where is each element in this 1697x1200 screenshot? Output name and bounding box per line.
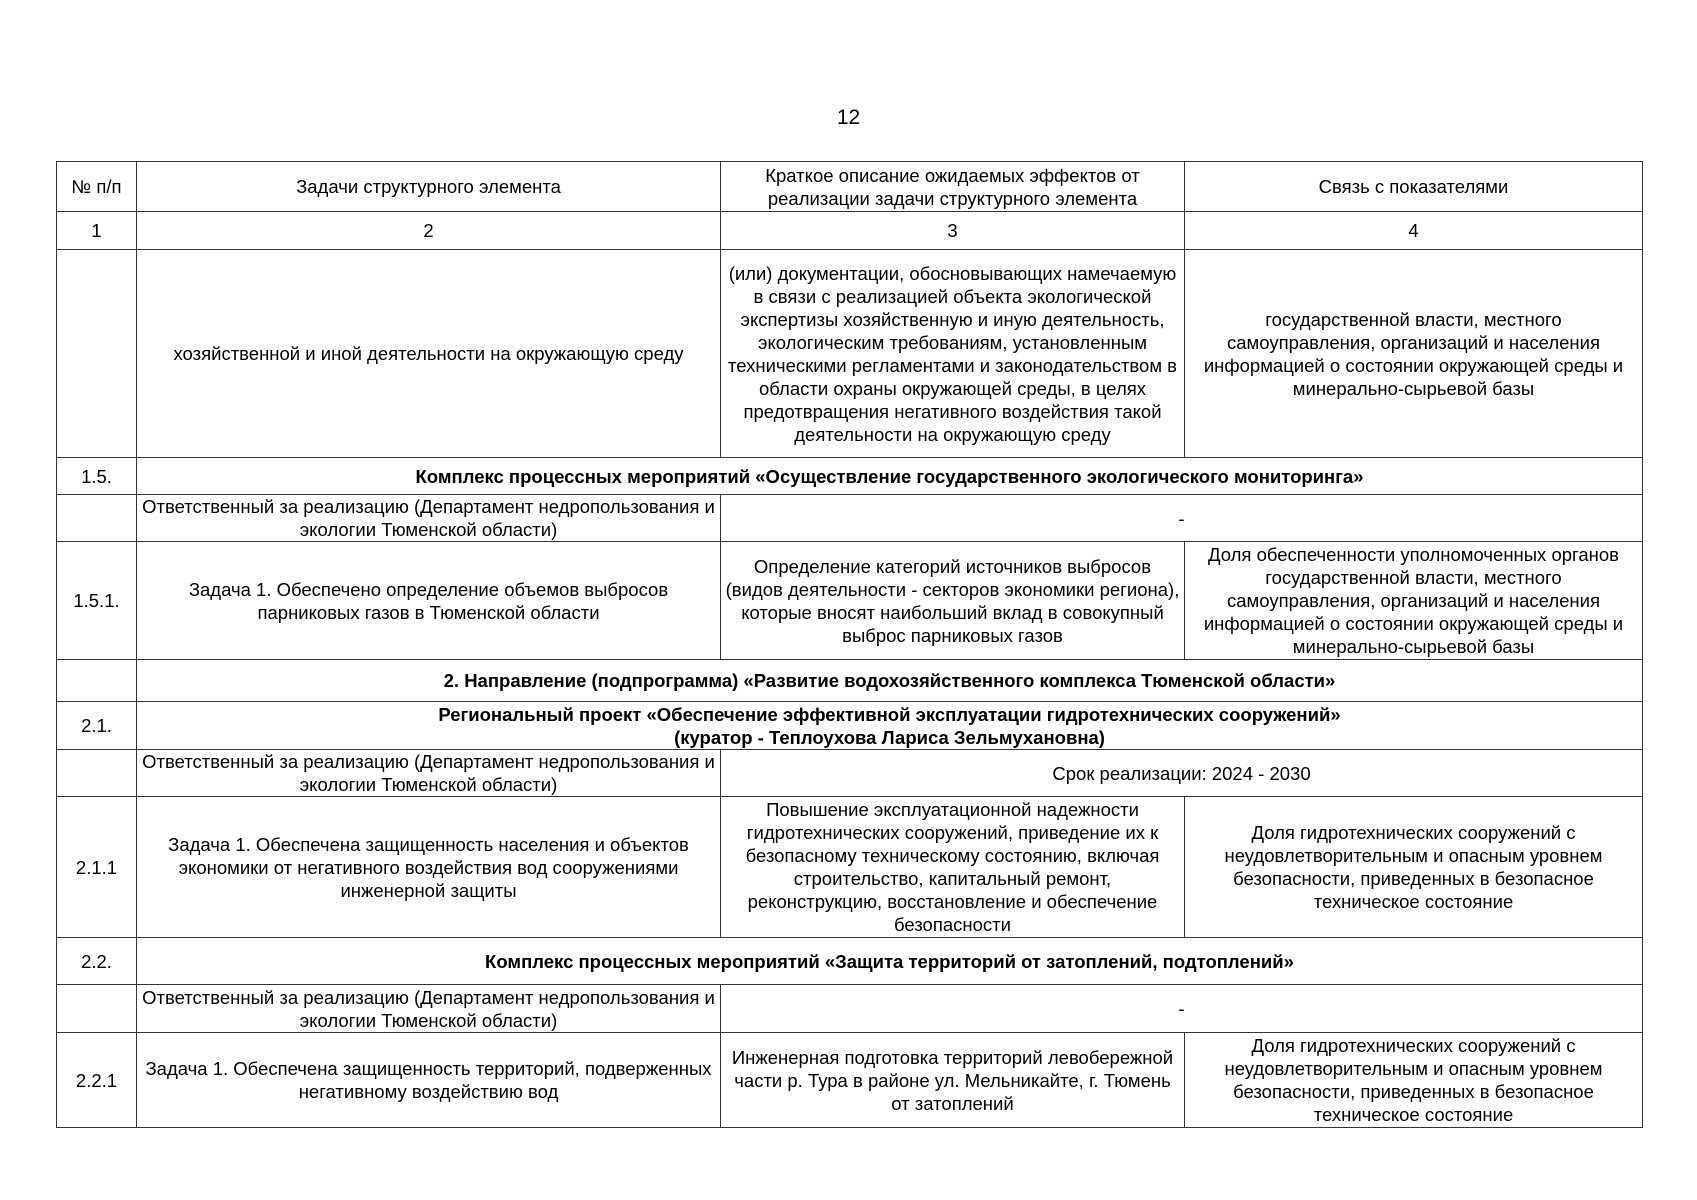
column-number-1: 1 (57, 212, 137, 250)
table-row (57, 1033, 1643, 1128)
column-number-2: 2 (137, 212, 721, 250)
section-title: Комплекс процессных мероприятий «Защита территорий от затоплений, подтоплений» (137, 938, 1643, 985)
effect-cell: Инженерная подготовка территорий левобережной части р. Тура в районе ул. Мельникайте, г. Тюмень от затоплений (721, 1033, 1185, 1128)
section-row (57, 702, 1643, 750)
responsible-row (57, 985, 1643, 1033)
responsible-cell: Ответственный за реализацию (Департамент недропользования и экологии Тюменской области) (137, 750, 721, 797)
effect-cell: (или) документации, обосновывающих намечаемую в связи с реализацией объекта экологической экспертизы хозяйственную и иную деятельность, экологическим требованиям, установленным техническими регламентами и законодательством в области охраны окружающей среды, в целях предотвращения негативного воздействия такой деятельности на окружающую среду (721, 250, 1185, 458)
indicator-cell: государственной власти, местного самоуправления, организаций и населения информацией о состоянии окружающей среды и минерально-сырьевой базы (1185, 250, 1643, 458)
column-number-3: 3 (721, 212, 1185, 250)
column-number-4: 4 (1185, 212, 1643, 250)
implementation-period: Срок реализации: 2024 - 2030 (721, 750, 1643, 797)
row-number: 2.1. (57, 702, 137, 750)
indicator-cell: Доля гидротехнических сооружений с неудовлетворительным и опасным уровнем безопасности, приведенных в безопасное техническое состояние (1185, 797, 1643, 938)
page-number: 12 (836, 106, 861, 129)
responsible-cell: Ответственный за реализацию (Департамент недропользования и экологии Тюменской области) (137, 495, 721, 542)
task-cell: Задача 1. Обеспечена защищенность территорий, подверженных негативному воздействию вод (137, 1033, 721, 1128)
table-row (57, 797, 1643, 938)
table-row (57, 542, 1643, 660)
row-number: 1.5. (57, 458, 137, 495)
section-title: 2. Направление (подпрограмма) «Развитие водохозяйственного комплекса Тюменской области» (137, 660, 1643, 702)
row-number (57, 985, 137, 1033)
header-number: № п/п (57, 162, 137, 212)
row-number: 2.2. (57, 938, 137, 985)
section-row (57, 458, 1643, 495)
row-number (57, 250, 137, 458)
table-header-row (57, 162, 1643, 212)
column-numbering-row (57, 212, 1643, 250)
row-number: 1.5.1. (57, 542, 137, 660)
header-effects: Краткое описание ожидаемых эффектов от реализации задачи структурного элемента (721, 162, 1185, 212)
row-number: 2.1.1 (57, 797, 137, 938)
row-number (57, 495, 137, 542)
task-cell: хозяйственной и иной деятельности на окружающую среду (137, 250, 721, 458)
row-number (57, 660, 137, 702)
section-title: Комплекс процессных мероприятий «Осуществление государственного экологического мониторинга» (137, 458, 1643, 495)
row-number: 2.2.1 (57, 1033, 137, 1128)
section-row (57, 660, 1643, 702)
header-tasks: Задачи структурного элемента (137, 162, 721, 212)
indicator-cell: Доля гидротехнических сооружений с неудовлетворительным и опасным уровнем безопасности, приведенных в безопасное техническое состояние (1185, 1033, 1643, 1128)
task-cell: Задача 1. Обеспечено определение объемов выбросов парниковых газов в Тюменской области (137, 542, 721, 660)
indicator-cell: Доля обеспеченности уполномоченных органов государственной власти, местного самоуправления, организаций и населения информацией о состоянии окружающей среды и минерально-сырьевой базы (1185, 542, 1643, 660)
responsible-value: - (721, 495, 1643, 542)
structural-elements-table (56, 161, 1643, 1128)
responsible-row (57, 750, 1643, 797)
effect-cell: Определение категорий источников выбросов (видов деятельности - секторов экономики региона), которые вносят наибольший вклад в совокупный выброс парниковых газов (721, 542, 1185, 660)
section-title (137, 702, 1643, 750)
section-title-line: Региональный проект «Обеспечение эффективной эксплуатации гидротехнических сооружений» (438, 703, 1341, 725)
header-indicators: Связь с показателями (1185, 162, 1643, 212)
effect-cell: Повышение эксплуатационной надежности гидротехнических сооружений, приведение их к безопасному техническому состоянию, включая строительство, капитальный ремонт, реконструкцию, восстановление и обеспечение безопасности (721, 797, 1185, 938)
section-title-curator: (куратор - Теплоухова Лариса Зельмухановна) (674, 726, 1105, 748)
responsible-value: - (721, 985, 1643, 1033)
responsible-row (57, 495, 1643, 542)
table-row (57, 250, 1643, 458)
row-number (57, 750, 137, 797)
task-cell: Задача 1. Обеспечена защищенность населения и объектов экономики от негативного воздействия вод сооружениями инженерной защиты (137, 797, 721, 938)
responsible-cell: Ответственный за реализацию (Департамент недропользования и экологии Тюменской области) (137, 985, 721, 1033)
section-row (57, 938, 1643, 985)
